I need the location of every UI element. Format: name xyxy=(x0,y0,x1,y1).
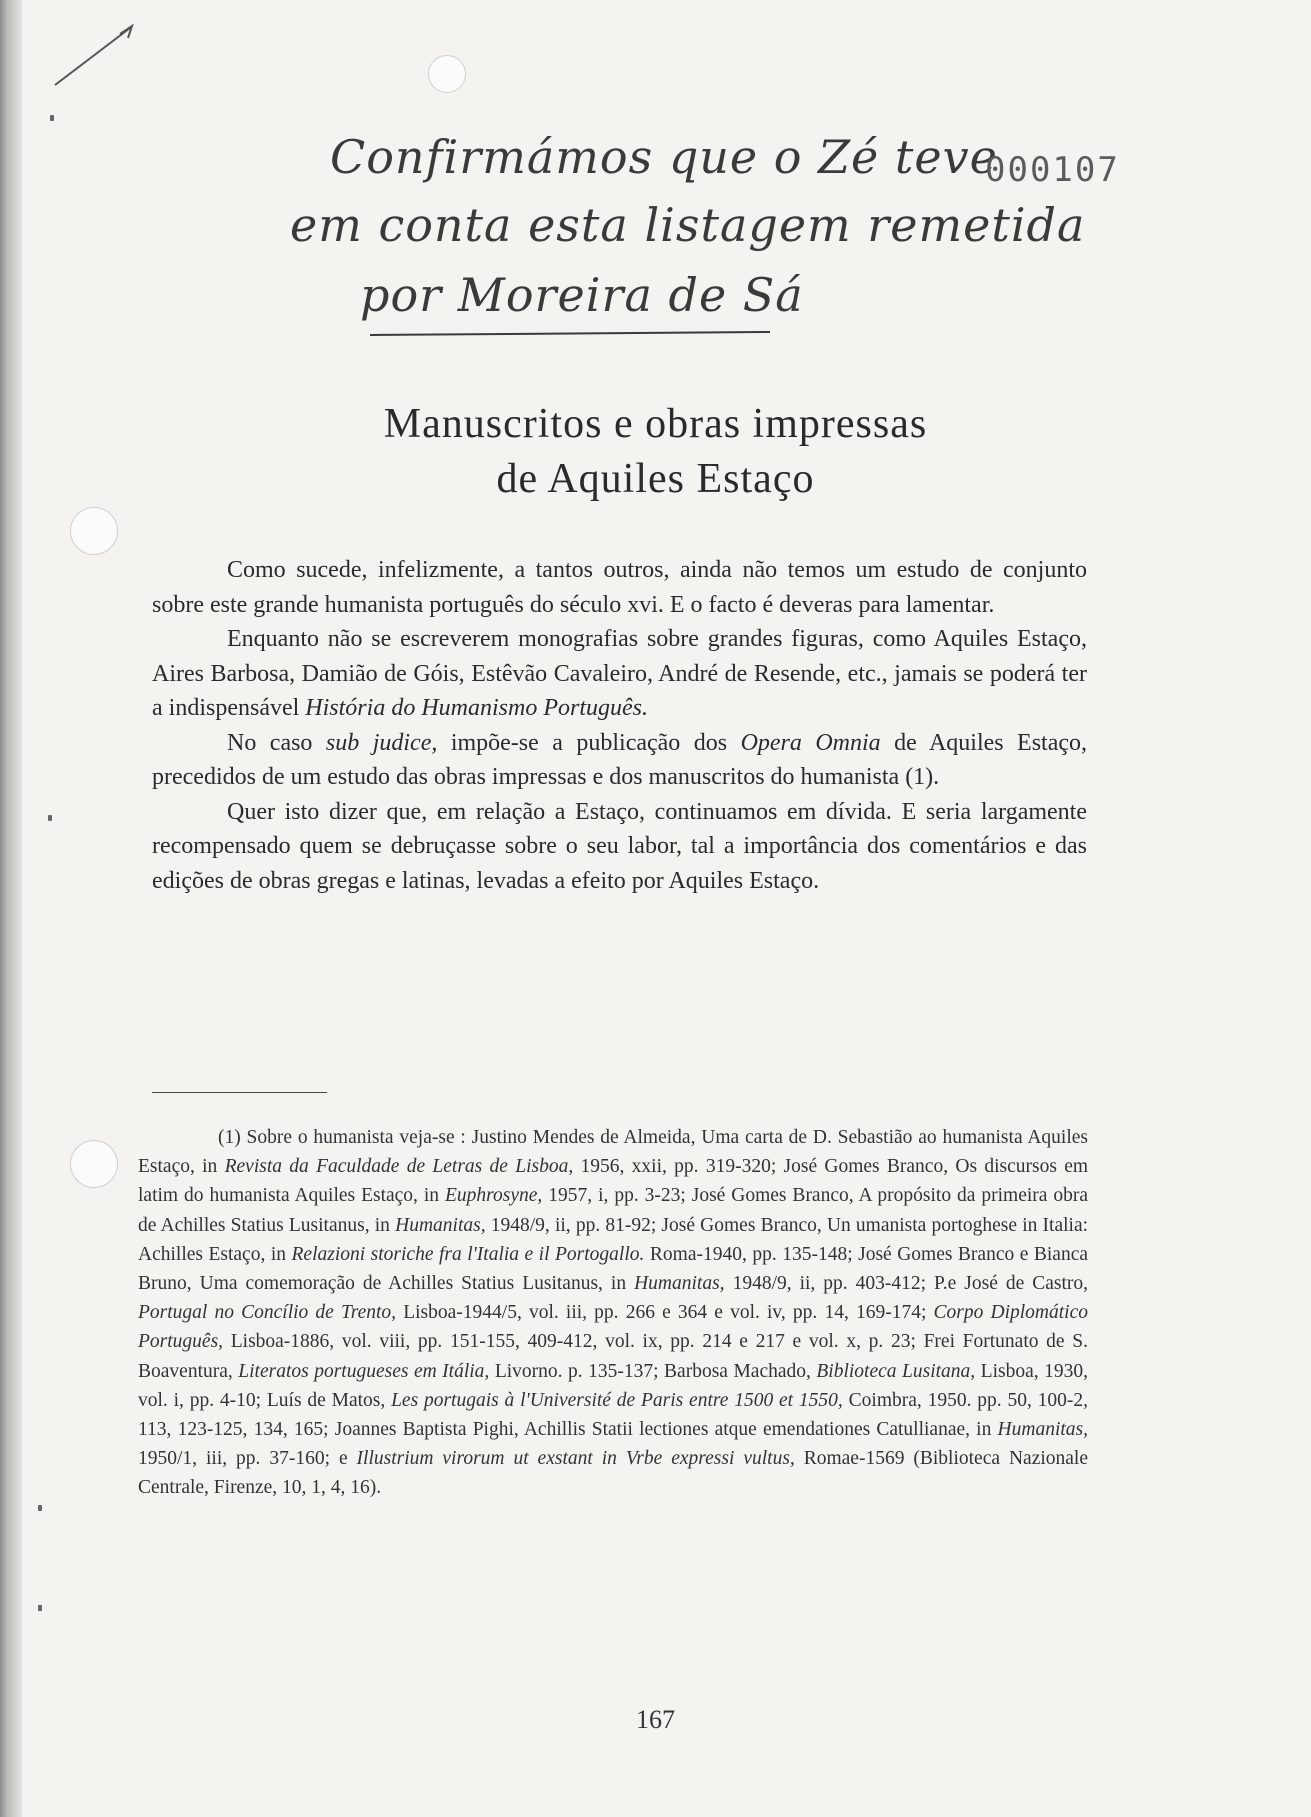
footnote xyxy=(138,1123,1088,1503)
scan-speck xyxy=(50,115,54,121)
body-text xyxy=(152,553,1087,898)
footnote-1: (1) Sobre o humanista veja-se : Justino Mendes de Almeida, Uma carta de D. Sebastião ao humanista Aquiles Estaço, in Revista da Faculdade de Letras de Lisboa, 1956, xxii, pp. 319-320; José Gomes Branco, Os discursos em latim do humanista Aquiles Estaço, in Euphrosyne, 1957, i, pp. 3-23; José Gomes Branco, A propósito da primeira obra de Achilles Statius Lusitanus, in Humanitas, 1948/9, ii, pp. 81-92; José Gomes Branco, Un umanista portoghese in Italia: Achilles Estaço, in Relazioni storiche fra l'Italia e il Portogallo. Roma-1940, pp. 135-148; José Gomes Branco e Bianca Bruno, Uma comemoração de Achilles Statius Lusitanus, in Humanitas, 1948/9, ii, pp. 403-412; P.e José de Castro, Portugal no Concílio de Trento, Lisboa-1944/5, vol. iii, pp. 266 e 364 e vol. iv, pp. 14, 169-174; Corpo Diplomático Português, Lisboa-1886, vol. viii, pp. 151-155, 409-412, vol. ix, pp. 214 e 217 e vol. x, p. 23; Frei Fortunato de S. Boaventura, Literatos portugueses em Itália, Livorno. p. 135-137; Barbosa Machado, Biblioteca Lusitana, Lisboa, 1930, vol. i, pp. 4-10; Luís de Matos, Les portugais à l'Université de Paris entre 1500 et 1550, Coimbra, 1950. pp. 50, 100-2, 113, 123-125, 134, 165; Joannes Baptista Pighi, Achillis Statii lectiones atque emendationes Catullianae, in Humanitas, 1950/1, iii, pp. 37-160; e Illustrium virorum ut exstant in Vrbe expressi vultus, Romae-1569 (Biblioteca Nazionale Centrale, Firenze, 10, 1, 4, 16). xyxy=(138,1127,1089,1499)
page-number: 167 xyxy=(636,1705,675,1734)
scan-speck xyxy=(38,1505,42,1511)
pencil-tick-mark xyxy=(50,20,140,90)
punch-hole-lower xyxy=(70,1140,118,1188)
footnote-divider xyxy=(152,1092,327,1093)
paragraph-2: Enquanto não se escreverem monografias sobre grandes figuras, como Aquiles Estaço, Aires Barbosa, Damião de Góis, Estêvão Cavaleiro, André de Resende, etc., jamais se poderá ter a indispensável História do Humanismo Português. xyxy=(152,626,1087,721)
punch-hole-middle xyxy=(70,507,118,555)
handwritten-line-1: Confirmámos que o Zé teve xyxy=(330,130,998,184)
punch-hole-top xyxy=(428,55,466,93)
handwritten-line-3: por Moreira de Sá xyxy=(360,268,804,322)
paragraph-4: Quer isto dizer que, em relação a Estaço, continuamos em dívida. E seria largamente recompensado quem se debruçasse sobre o seu labor, tal a importância dos comentários e das edições de obras gregas e latinas, levadas a efeito por Aquiles Estaço. xyxy=(152,798,1087,894)
page-title-line-2: de Aquiles Estaço xyxy=(496,456,815,502)
scan-speck xyxy=(38,1605,42,1611)
handwritten-underline xyxy=(270,110,1070,350)
paragraph-3: No caso sub judice, impõe-se a publicação dos Opera Omnia de Aquiles Estaço, precedidos de um estudo das obras impressas e dos manuscritos do humanista (1). xyxy=(152,729,1088,790)
page-shadow-edge xyxy=(0,0,22,1817)
paragraph-1: Como sucede, infelizmente, a tantos outros, ainda não temos um estudo de conjunto sobre este grande humanista português do século xvi. E o facto é deveras para lamentar. xyxy=(152,557,1087,618)
scan-speck xyxy=(48,815,52,821)
page-title-line-1: Manuscritos e obras impressas xyxy=(383,401,928,447)
archive-number-stamp: 000107 xyxy=(985,150,1120,190)
italic-title: História do Humanismo Português. xyxy=(305,695,648,721)
handwritten-line-2: em conta esta listagem remetida xyxy=(290,198,1086,252)
handwritten-annotation xyxy=(270,110,1086,350)
